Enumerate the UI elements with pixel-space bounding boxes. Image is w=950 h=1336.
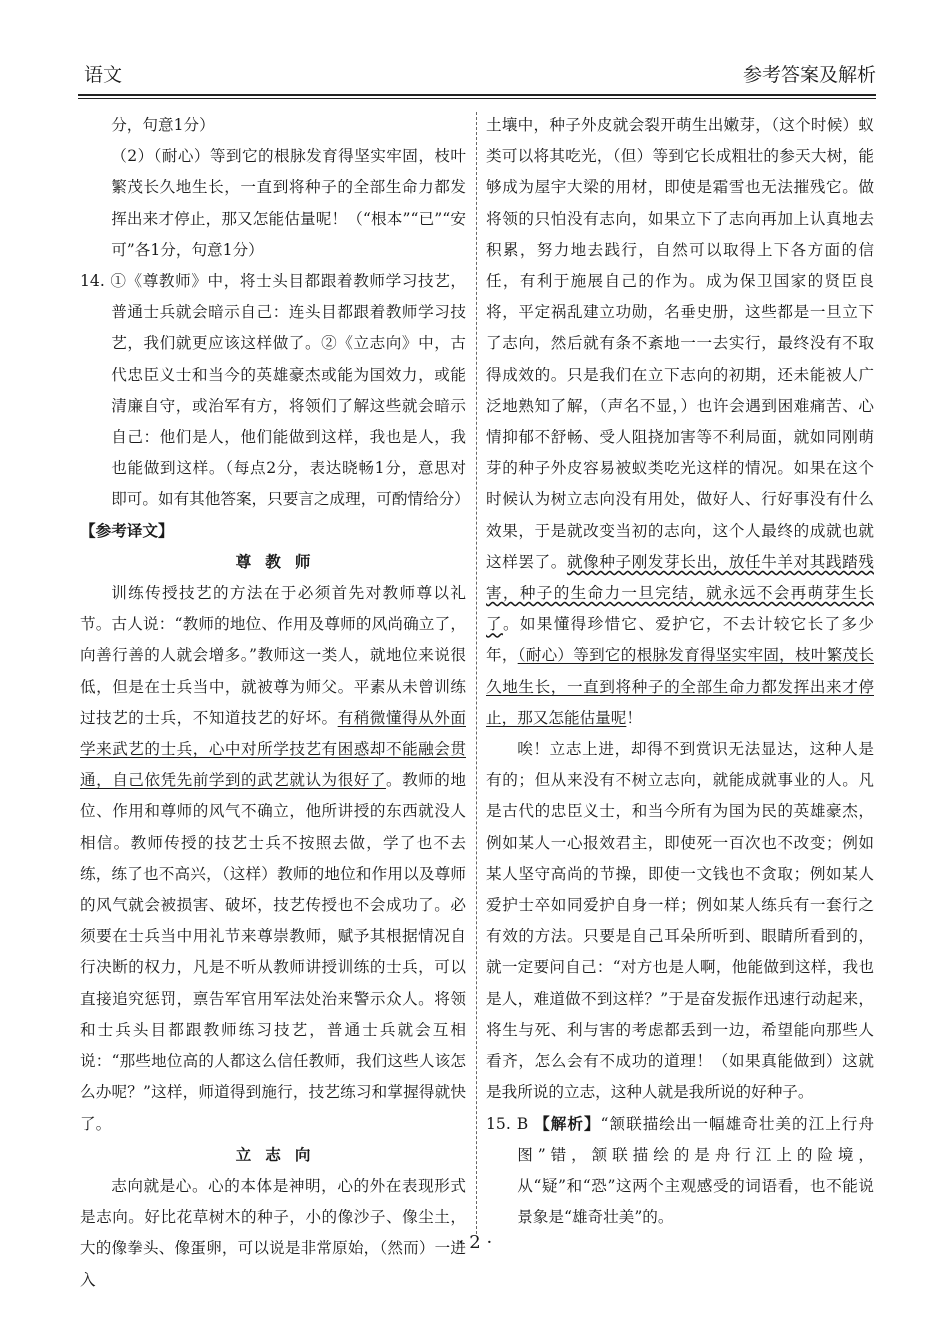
answer-15 [486, 1109, 874, 1234]
translation-tag: 【参考译文】 [80, 521, 174, 540]
answer-15-text: “颔联描绘出一幅雄奇壮美的江上行舟图”错，颔联描绘的是舟行江上的险境，从“疑”和“恐”这两个主观感受的词语看，也不能说景象是“雄奇壮美”的。 [517, 1114, 874, 1227]
page-header [78, 58, 876, 94]
translation-2-part-c: 。如果懂得珍惜它、爱护它，不去计较它长了多少年， [486, 615, 874, 665]
answer-13-end: 分，句意1分） [111, 116, 215, 134]
answer-13-2: （2）（耐心）等到它的根脉发育得坚实牢固，枝叶繁茂长久地生长，一直到将种子的全部生命力都发挥出来才停止，那又怎能估量呢！（“根本”“已”“安可”各1分，句意1分） [111, 147, 466, 259]
translation-1-text [80, 578, 466, 1140]
translation-2-wavy: 就像种子刚发芽长出，放任牛羊对其践踏残害，种子的生命力一旦完结，就永远不会再萌芽生长了 [486, 552, 874, 634]
translation-2-conclusion: 唉！立志上进，却得不到赏识无法显达，这种人是有的；但从来没有不树立志向，就能成就事业的人。凡是古代的忠臣义士，和当今所有为国为民的英雄豪杰，例如某人一心报效君主，即使死一百次也不改变；例如某人坚守高尚的节操，即使一文钱也不贪取；例如某人爱护士卒如同爱护自身一样；例如某人练兵有一套行之有效的方法。只要是自己耳朵所听到、眼睛所看到的，就一定要问自己：“对方也是人啊，他能做到这样，我也是人，难道做不到这样？”于是奋发振作迅速行动起来，将生与死、利与害的考虑都丢到一边，希望能向那些人看齐，怎么会有不成功的道理！（如果真能做到）这就是我所说的立志，这种人就是我所说的好种子。 [486, 740, 874, 1102]
translation-title-1: 尊教师 [235, 552, 325, 571]
answer-15-number: 15. B [486, 1114, 535, 1133]
translation-1-part-b: 。教师的地位、作用和尊师的风气不确立，他所讲授的东西就没人相信。教师传授的技艺士兵不按照去做，学了也不去练，练了也不高兴，（这样）教师的地位和作用以及尊师的风气就会被损害、破坏，技艺传授也不会成功了。必须要在士兵当中用礼节来尊崇教师，赋予其根据情况自行决断的权力，凡是不听从教师讲授训练的士兵，可以直接追究惩罚，禀告军官用军法处治来警示众人。将领和士兵头目都跟教师练习技艺，普通士兵就会互相说：“那些地位高的人都这么信任教师，我们这些人该怎么办呢？”这样，师道得到施行，技艺练习和掌握得就快了。 [80, 771, 466, 1133]
translation-2-text [486, 110, 874, 734]
subject-label: 语文 [84, 64, 123, 86]
right-column [486, 110, 874, 1233]
answer-14: 14. ①《尊教师》中，将士头目都跟着教师学习技艺，普通士兵就会暗示自己：连头目都跟着教师学习技艺，我们就更应该这样做了。②《立志向》中，古代忠臣义士和当今的英雄豪杰或能为国效力，或能清廉自守，或治军有方，将领们了解这些就会暗示自己：他们是人，他们能做到这样，我也是人，我也能做到这样。（每点2分，表达晓畅1分，意思对即可。如有其他答案，只要言之成理，可酌情给分） [80, 272, 470, 509]
translation-2-part-b: 土壤中，种子外皮就会裂开萌生出嫩芽，（这个时候）蚁类可以将其吃光，（但）等到它长成粗壮的参天大树，能够成为屋宇大梁的用材，即使是霜雪也无法摧残它。做将领的只怕没有志向，如果立下了志向再加上认真地去积累，努力地去践行，自然可以取得上下各方面的信任，有利于施展自己的作为。成为保卫国家的贤臣良将，平定祸乱建立功勋，名垂史册，这些都是一旦立下了志向，然后就有条不紊地一一去实行，最终没有不取得成效的。只是我们在立下志向的初期，还未能被人广泛地熟知了解，（声名不显，）也许会遇到困难痛苦、心情抑郁不舒畅、受人阻挠加害等不利局面，就如同刚萌芽的种子外皮容易被蚁类吃光这样的情况。如果在这个时候认为树立志向没有用处，做好人、行好事没有什么效果，于是就改变当初的志向，这个人最终的成就也就这样罢了。 [486, 116, 874, 571]
translation-2-part-d: ！ [626, 708, 642, 727]
section-title: 参考答案及解析 [742, 64, 876, 86]
header-rule-thin [78, 98, 876, 99]
translation-2-start: 志向就是心。心的本体是神明，心的外在表现形式是志向。好比花草树木的种子，小的像沙子、像尘土，大的像拳头、像蛋卵，可以说是非常原始，（然而）一进入 [80, 1176, 466, 1289]
translation-title-2: 立志向 [235, 1145, 325, 1164]
translation-1-part-a: 训练传授技艺的方法在于必须首先对教师尊以礼节。古人说：“教师的地位、作用及尊师的风尚确立了，向善行善的人就会增多。”教师这一类人，就地位来说很低，但是在士兵当中，就被尊为师父。平素从未曾训练过技艺的士兵，不知道技艺的好坏。 [80, 584, 466, 727]
answer-15-tag: 【解析】 [534, 1114, 601, 1133]
translation-2-underlined: （耐心）等到它的根脉发育得坚实牢固，枝叶繁茂长久地生长，一直到将种子的全部生命力都发挥出来才停止，那又怎能估量呢 [486, 646, 874, 727]
header-rule [78, 94, 876, 96]
left-column [80, 110, 470, 1296]
translation-1-underlined: 有稍微懂得从外面学来武艺的士兵，心中对所学技艺有困惑却不能融会贯通，自己依凭先前学到的武艺就认为很好了 [80, 708, 466, 790]
column-divider [476, 112, 477, 1234]
page-number: · 2 · [457, 1232, 493, 1253]
